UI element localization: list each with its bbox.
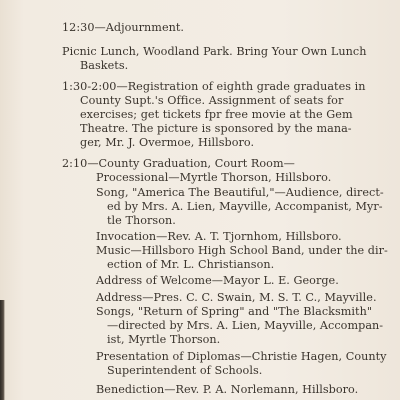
program-line: ger, Mr. J. Overmoe, Hillsboro. [80, 136, 255, 149]
program-line: Address—Pres. C. C. Swain, M. S. T. C., Mayville. [96, 291, 377, 304]
binding-edge [0, 300, 5, 400]
program-line: County Supt.'s Office. Assignment of seats for [80, 94, 344, 107]
program-line: Presentation of Diplomas—Christie Hagen, County [96, 350, 387, 363]
program-line: ection of Mr. L. Christianson. [107, 258, 275, 271]
program-line: Benediction—Rev. P. A. Norlemann, Hillsboro. [96, 383, 359, 396]
program-line: Baskets. [80, 59, 129, 72]
program-line: tle Thorson. [107, 214, 176, 227]
program-line: Processional—Myrtle Thorson, Hillsboro. [96, 171, 332, 184]
program-line: Picnic Lunch, Woodland Park. Bring Your Own Lunch [62, 45, 367, 58]
program-line: exercises; get tickets fpr free movie at the Gem [80, 108, 353, 121]
program-line: ist, Myrtle Thorson. [107, 333, 221, 346]
program-line: 12:30—Adjournment. [62, 21, 185, 34]
program-line: ed by Mrs. A. Lien, Mayville, Accompanist, Myr- [107, 200, 383, 213]
program-line: Invocation—Rev. A. T. Tjornhom, Hillsboro. [96, 230, 342, 243]
program-line: —directed by Mrs. A. Lien, Mayville, Accompan- [107, 319, 384, 332]
program-line: 1:30-2:00—Registration of eighth grade graduates in [62, 80, 366, 93]
program-line: Music—Hillsboro High School Band, under the dir- [96, 244, 388, 257]
program-line: 2:10—County Graduation, Court Room— [62, 157, 295, 170]
program-line: Song, "America The Beautiful,"—Audience, direct- [96, 186, 384, 199]
program-line: Theatre. The picture is sponsored by the mana- [80, 122, 352, 135]
program-line: Address of Welcome—Mayor L. E. George. [96, 274, 339, 287]
program-line: Songs, "Return of Spring" and "The Blacksmith" [96, 305, 373, 318]
program-line: Superintendent of Schools. [107, 364, 263, 377]
